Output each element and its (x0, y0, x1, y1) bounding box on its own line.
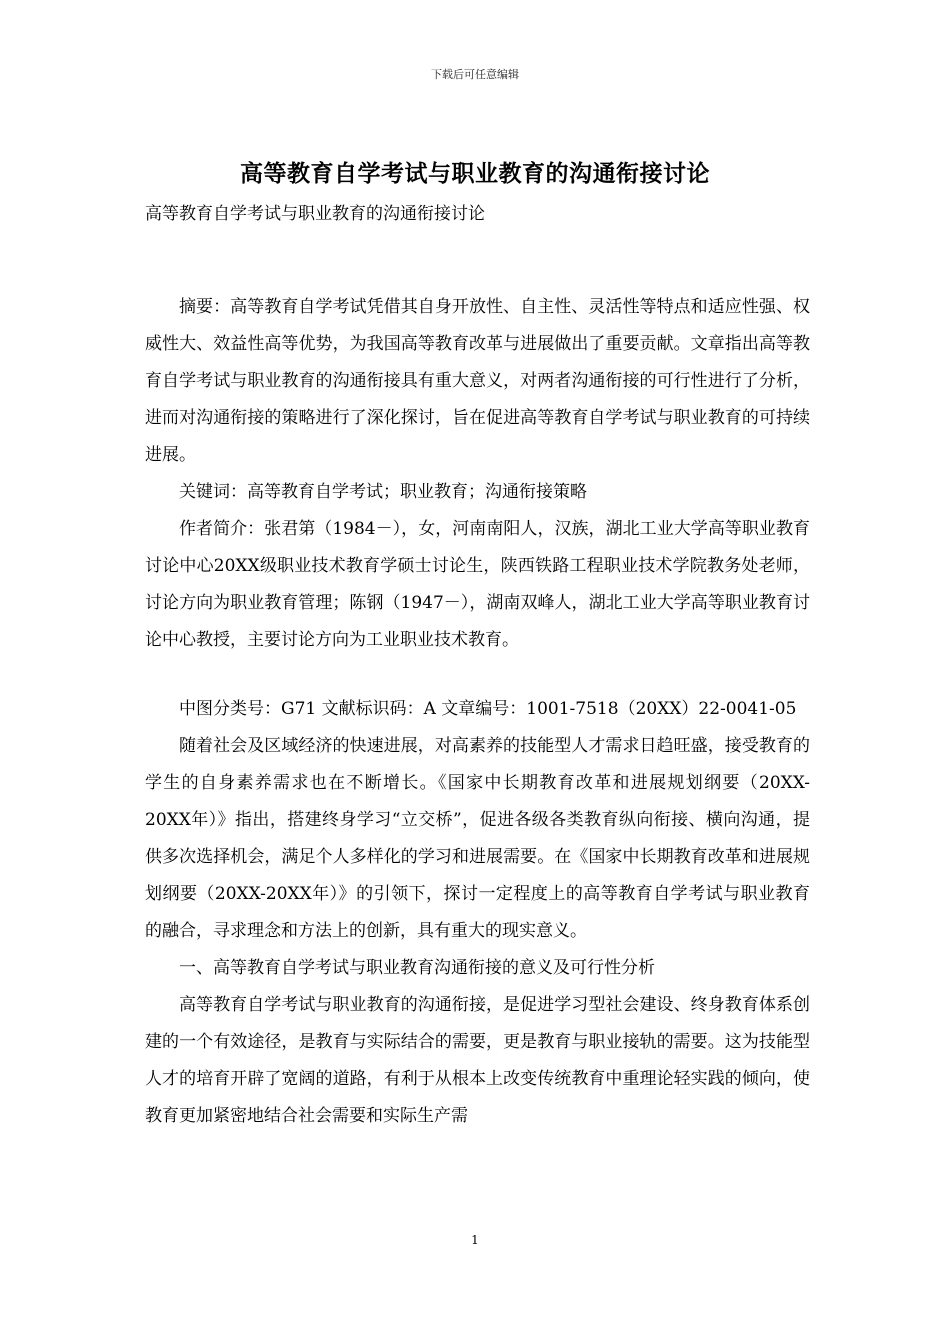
body-paragraph: 高等教育自学考试与职业教育的沟通衔接，是促进学习型社会建设、终身教育体系创建的一个有效途径，是教育与实际结合的需要，更是教育与职业接轨的需要。这为技能型人才的培育开辟了宽阔的道路，有利于从根本上改变传统教育中重理论轻实践的倾向，使教育更加紧密地结合社会需要和实际生产需 (145, 995, 810, 1126)
classification-paragraph: 中图分类号：G71 文献标识码：A 文章编号：1001-7518（20XX）22-0041-05 (179, 699, 797, 719)
download-note: 下载后可任意编辑 (431, 68, 519, 81)
abstract-paragraph: 摘要：高等教育自学考试凭借其自身开放性、自主性、灵活性等特点和适应性强、权威性大、效益性高等优势，为我国高等教育改革与进展做出了重要贡献。文章指出高等教育自学考试与职业教育的沟通衔接具有重大意义，对两者沟通衔接的可行性进行了分析，进而对沟通衔接的策略进行了深化探讨，旨在促进高等教育自学考试与职业教育的可持续进展。 (145, 297, 810, 465)
document-body (145, 196, 810, 1135)
author-bio-paragraph: 作者简介：张君第（1984－），女，河南南阳人，汉族，湖北工业大学高等职业教育讨论中心20XX级职业技术教育学硕士讨论生，陕西铁路工程职业技术学院教务处老师，讨论方向为职业教育管理；陈钢（1947－），湖南双峰人，湖北工业大学高等职业教育讨论中心教授，主要讨论方向为工业职业技术教育。 (145, 519, 810, 650)
blank-line (145, 659, 810, 691)
document-title: 高等教育自学考试与职业教育的沟通衔接讨论 (240, 161, 710, 187)
page-number: 1 (471, 1233, 479, 1247)
section-heading: 一、高等教育自学考试与职业教育沟通衔接的意义及可行性分析 (179, 958, 655, 978)
document-subtitle: 高等教育自学考试与职业教育的沟通衔接讨论 (145, 204, 485, 224)
body-paragraph: 随着社会及区域经济的快速进展，对高素养的技能型人才需求日趋旺盛，接受教育的学生的自身素养需求也在不断增长。《国家中长期教育改革和进展规划纲要（20XX-20XX年）》指出，搭建终身学习“立交桥”，促进各级各类教育纵向衔接、横向沟通，提供多次选择机会，满足个人多样化的学习和进展需要。在《国家中长期教育改革和进展规划纲要（20XX-20XX年）》的引领下，探讨一定程度上的高等教育自学考试与职业教育的融合，寻求理念和方法上的创新，具有重大的现实意义。 (145, 736, 810, 941)
keywords-paragraph: 关键词：高等教育自学考试；职业教育；沟通衔接策略 (179, 482, 587, 502)
